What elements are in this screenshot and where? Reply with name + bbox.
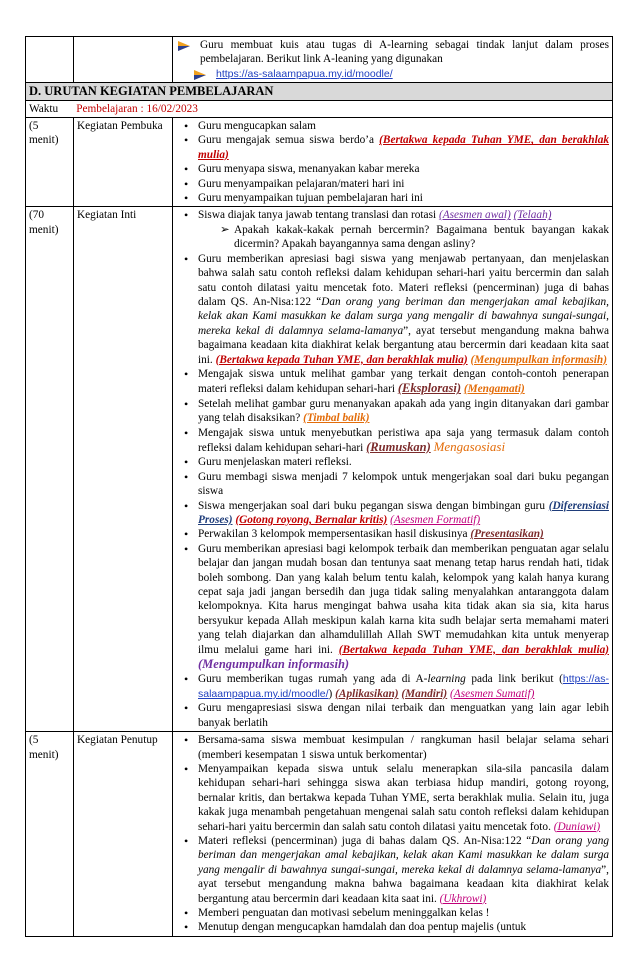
inti-label: Kegiatan Inti [74, 207, 173, 732]
lesson-date: Pembelajaran : 16/02/2023 [76, 102, 198, 115]
lesson-plan-page [25, 36, 612, 937]
list-item: • Guru menjelaskan materi refleksi. [176, 455, 609, 469]
pembuka-row [26, 118, 613, 207]
list-item: • Menyampaikan kepada siswa untuk selalu menerapkan sila-sila pancasila dalam kehidupan sehari-hari sehingga siswa akan terbiasa hidup mandiri, gotong royong, bernalar kritis, dan bertakwa kepada Tuhan YME, serta berakhlak mulia. Selain itu, juga kakak juga menambah pengetahuan mengenai salah satu contoh refleksi dalam kehidupan sehari-hari yaitu bercermin dan salah satu contoh dilatasi yaitu mencetak foto. (Duniawi) [176, 762, 609, 834]
list-item: • Guru mengapresiasi siswa dengan nilai terbaik dan menguatkan yang lain agar lebih banyak berlatih [176, 701, 609, 730]
penutup-label: Kegiatan Penutup [74, 732, 173, 937]
pembuka-label: Kegiatan Pembuka [74, 118, 173, 207]
followup-link-item [176, 67, 609, 81]
penutup-time: (5 menit) [26, 732, 74, 937]
list-item: • Setelah melihat gambar guru menanyakan apakah ada yang ingin ditanyakan dari gambar yang telah disaksikan? (Timbal balik) [176, 397, 609, 426]
list-item: • Guru menyapa siswa, menanyakan kabar mereka [176, 162, 609, 176]
list-item: • Mengajak siswa untuk menyebutkan peristiwa apa saja yang termasuk dalam contoh refleksi dalam kehidupan sehari-hari (Rumuskan) Mengasosiasi [176, 426, 609, 456]
bullet-flag-icon [178, 41, 190, 51]
section-title: D. URUTAN KEGIATAN PEMBELAJARAN [26, 83, 613, 100]
section-header-row [26, 83, 613, 100]
list-item: • Perwakilan 3 kelompok mempersentasikan hasil diskusinya (Presentasikan) [176, 527, 609, 541]
moodle-link[interactable]: https://as-salaampapua.my.id/moodle/ [198, 673, 609, 700]
list-item: • Mengajak siswa untuk melihat gambar yang terkait dengan contoh-contoh penerapan materi refleksi dalam kehidupan sehari-hari (Eksplorasi) (Mengamati) [176, 367, 609, 397]
inti-time: (70 menit) [26, 207, 74, 732]
list-item: • Siswa diajak tanya jawab tentang translasi dan rotasi (Asesmen awal) (Telaah) ➢ Apakah kakak-kakak pernah bercermin? Bagaimana bentuk bayangan kakak dicermin? Apakah bayangannya sama dengan asliny? [176, 208, 609, 251]
list-item: • Siswa mengerjakan soal dari buku pegangan siswa dengan bimbingan guru (Diferensiasi Proses) (Gotong royong, Bernalar kritis) (Asesmen Formatif) [176, 499, 609, 528]
pembuka-time: (5 menit) [26, 118, 74, 207]
arrow-bullet-icon: ➢ [220, 223, 230, 236]
list-item: • Memberi penguatan dan motivasi sebelum meninggalkan kelas ! [176, 906, 609, 920]
bullet-flag-icon [194, 70, 206, 80]
sub-question: ➢ Apakah kakak-kakak pernah bercermin? Bagaimana bentuk bayangan kakak dicermin? Apakah bayangannya sama dengan asliny? [220, 223, 609, 251]
list-item: • Guru mengucapkan salam [176, 119, 609, 133]
followup-row [26, 37, 613, 83]
waktu-label: Waktu [29, 102, 59, 115]
list-item: • Guru menyampaikan tujuan pembelajaran hari ini [176, 191, 609, 205]
list-item: • Guru memberikan tugas rumah yang ada di A-learning pada link berikut (https://as-salaampapua.my.id/moodle/) (Aplikasikan) (Mandiri) (Asesmen Sumatif) [176, 672, 609, 701]
inti-row [26, 207, 613, 732]
list-item: • Guru mengajak semua siswa berdo’a (Bertakwa kepada Tuhan YME, dan berakhlak mulia) [176, 133, 609, 162]
followup-item: Guru membuat kuis atau tugas di A-learning sebagai tindak lanjut dalam proses pembelajaran. Berikut link A-leaning yang digunakan [176, 38, 609, 67]
list-item: • Bersama-sama siswa membuat kesimpulan / rangkuman hasil belajar selama sehari (memberi kesempatan 1 siswa untuk berkomentar) [176, 733, 609, 762]
list-item: • Guru menyampaikan pelajaran/materi hari ini [176, 177, 609, 191]
list-item: • Materi refleksi (pencerminan) juga di bahas dalam QS. An-Nisa:122 “Dan orang yang beriman dan mengerjakan amal kebajikan, kelak akan Kami masukkan ke dalam surga yang mengalir di bawahnya sungai-sungai, mereka kekal di dalamnya selama-lamanya”, ayat tersebut mengandung makna bahwa bagaimana keadaan kita diakhirat kelak bergantung atau bercermin dari keadaan kita saat ini. (Ukhrowi) [176, 834, 609, 906]
list-item: • Guru memberikan apresiasi bagi kelompok terbaik dan memberikan penguatan agar selalu belajar dan jangan mudah bosan dan tentunya saat menang tetap harus rendah hati, tidak boleh sombong. Dan yang kalah belum tentu kalah, kelompok yang kalah hanya kurang cepat saja jadi jangan bersedih dan juga tidak saling menyalahkan antaranggota dalam kelompoknya. Kita harus mengingat bahwa usaha kita tidak akan sia sia, kita harus bersyukur kepada Allah meskipun kalah karna kita sudh belajar serta memahami materi yang telah diajarkan dan alhamdulillah Allah SWT memudahkan kita untuk menyerap ilmu melalui game hari ini. (Bertakwa kepada Tuhan YME, dan berakhlak mulia) (Mengumpulkan informasih) [176, 542, 609, 673]
list-item: • Menutup dengan mengucapkan hamdalah dan doa pentup majelis (untuk [176, 920, 609, 934]
penutup-row [26, 732, 613, 937]
lesson-table [25, 36, 613, 937]
list-item: • Guru membagi siswa menjadi 7 kelompok untuk mengerjakan soal dari buku pegangan siswa [176, 470, 609, 499]
time-header-row [26, 100, 613, 117]
moodle-link[interactable]: https://as-salaampapua.my.id/moodle/ [216, 67, 393, 80]
list-item: • Guru memberikan apresiasi bagi siswa yang menjawab pertanyaan, dan menjelaskan bahwa salah satu contoh refleksi dalam kehidupan sehari-hari yaitu bercermin dan salah satu contoh dilatasi yaitu mencetak foto. Materi refleksi (pencerminan) juga di bahas dalam QS. An-Nisa:122 “Dan orang yang beriman dan mengerjakan amal kebajikan, kelak akan Kami masukkan ke dalam surga yang mengalir di bawahnya sungai-sungai, mereka kekal di dalamnya selama-lamanya”, ayat tersebut mengandung makna bahwa bagaimana keadaan kita diakhirat kelak bergantung atau bercermin dari keadaan kita saat ini. (Bertakwa kepada Tuhan YME, dan berakhlak mulia) (Mengumpulkan informasih) [176, 252, 609, 367]
